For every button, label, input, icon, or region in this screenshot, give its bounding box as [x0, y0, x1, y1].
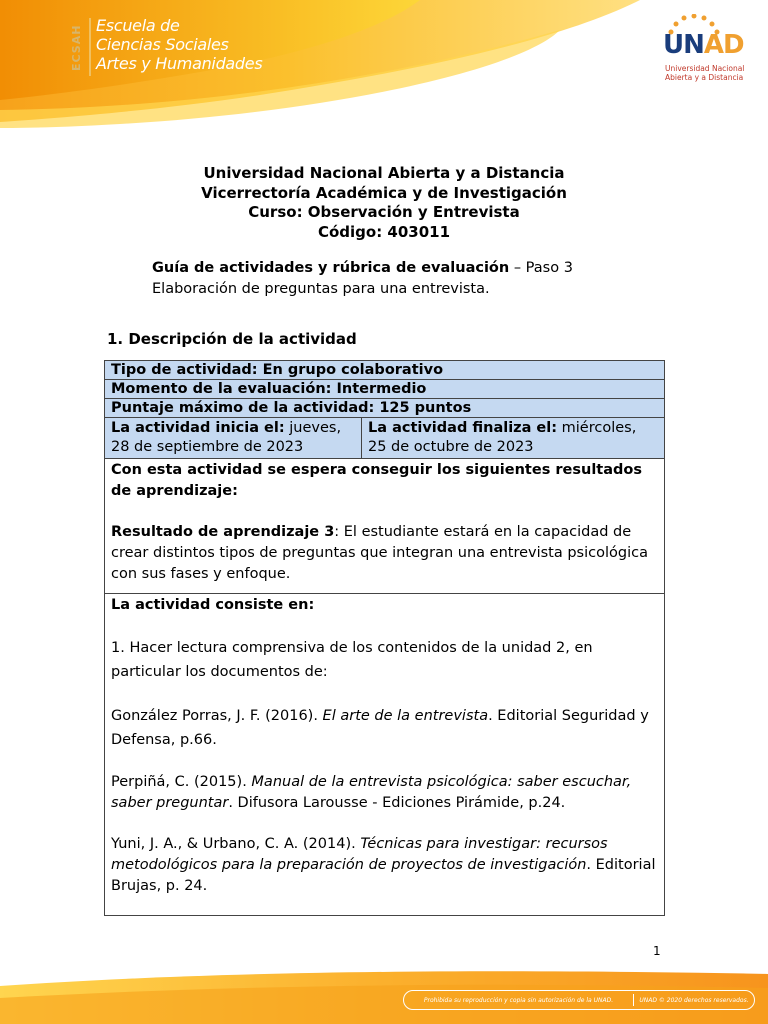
document-titles [0, 164, 768, 242]
guide-title: Guía de actividades y rúbrica de evaluación [152, 260, 510, 276]
end-date-value: miércoles, 25 de octubre de 2023 [368, 420, 637, 455]
table-row [105, 361, 665, 380]
max-score-cell: Puntaje máximo de la actividad: 125 puntos [105, 399, 665, 418]
course-title: Curso: Observación y Entrevista [248, 203, 520, 221]
page-number: 1 [653, 944, 661, 958]
learning-outcome-text: : El estudiante estará en la capacidad de crear distintos tipos de preguntas que integran una entrevista psicológica con sus fases y enfoque. [111, 524, 648, 582]
end-date-label: La actividad finaliza el: [368, 420, 558, 436]
header-banner [0, 0, 768, 130]
learning-outcome-label: Resultado de aprendizaje 3 [111, 524, 335, 540]
logo-wordmark: UNAD [663, 30, 744, 60]
learning-outcome-3 [111, 522, 658, 585]
reference-3: Yuni, J. A., & Urbano, C. A. (2014). Técnicas para investigar: recursos metodológicos para la preparación de proyectos de investigación. Editorial Brujas, p. 24. [111, 836, 656, 894]
activity-table [104, 360, 665, 916]
spacer [111, 502, 658, 522]
evaluation-moment-cell: Momento de la evaluación: Intermedio [105, 380, 665, 399]
start-date-cell [105, 418, 362, 459]
school-line-2: Ciencias Sociales [96, 35, 229, 54]
start-date-label: La actividad inicia el: [111, 420, 285, 436]
reference-1: González Porras, J. F. (2016). El arte de la entrevista. Editorial Seguridad y Defensa, p.66. [111, 708, 649, 748]
footer-notice-pill [403, 990, 755, 1010]
section-title: 1. Descripción de la actividad [107, 330, 357, 348]
spacer [111, 814, 658, 834]
spacer [111, 684, 658, 704]
table-row [105, 418, 665, 459]
ecsah-vertical-label: ECSAH [70, 24, 83, 72]
footer-banner [0, 968, 768, 1024]
spacer [111, 616, 658, 636]
logo-subtitle: Universidad Nacional Abierta y a Distancia [665, 64, 745, 82]
activity-type-cell: Tipo de actividad: En grupo colaborativo [105, 361, 665, 380]
activity-item-1: 1. Hacer lectura comprensiva de los contenidos de la unidad 2, en particular los documentos de: [111, 640, 593, 680]
unad-logo [655, 14, 750, 89]
vicerrectoria-title: Vicerrectoría Académica y de Investigación [201, 183, 567, 202]
guide-heading [152, 258, 672, 300]
school-separator [89, 18, 91, 76]
start-date-value: jueves, 28 de septiembre de 2023 [111, 420, 342, 455]
learning-outcomes-cell [105, 459, 665, 594]
school-name [96, 16, 296, 73]
end-date-cell [362, 418, 665, 459]
guide-step: – Paso 3 [509, 260, 573, 276]
footer-notice: Prohibida su reproducción y copia sin autorización de la UNAD. [423, 996, 614, 1004]
course-code: Código: 403011 [317, 222, 451, 241]
school-line-1: Escuela de [96, 16, 180, 35]
school-line-3: Artes y Humanidades [96, 54, 263, 73]
university-title: Universidad Nacional Abierta y a Distancia [203, 164, 565, 182]
activity-consists-cell [105, 594, 665, 916]
guide-subtitle: Elaboración de preguntas para una entrevista. [152, 281, 490, 297]
table-row [105, 399, 665, 418]
table-row [105, 380, 665, 399]
activity-consists-heading: La actividad consiste en: [111, 597, 315, 613]
spacer [111, 752, 658, 772]
learning-outcomes-heading: Con esta actividad se espera conseguir los siguientes resultados de aprendizaje: [111, 462, 642, 499]
table-row [105, 459, 665, 594]
reference-2: Perpiñá, C. (2015). Manual de la entrevista psicológica: saber escuchar, saber preguntar. Difusora Larousse - Ediciones Pirámide, p.24. [111, 774, 632, 811]
footer-copyright: UNAD © 2020 derechos reservados. [639, 996, 749, 1004]
table-row [105, 594, 665, 916]
